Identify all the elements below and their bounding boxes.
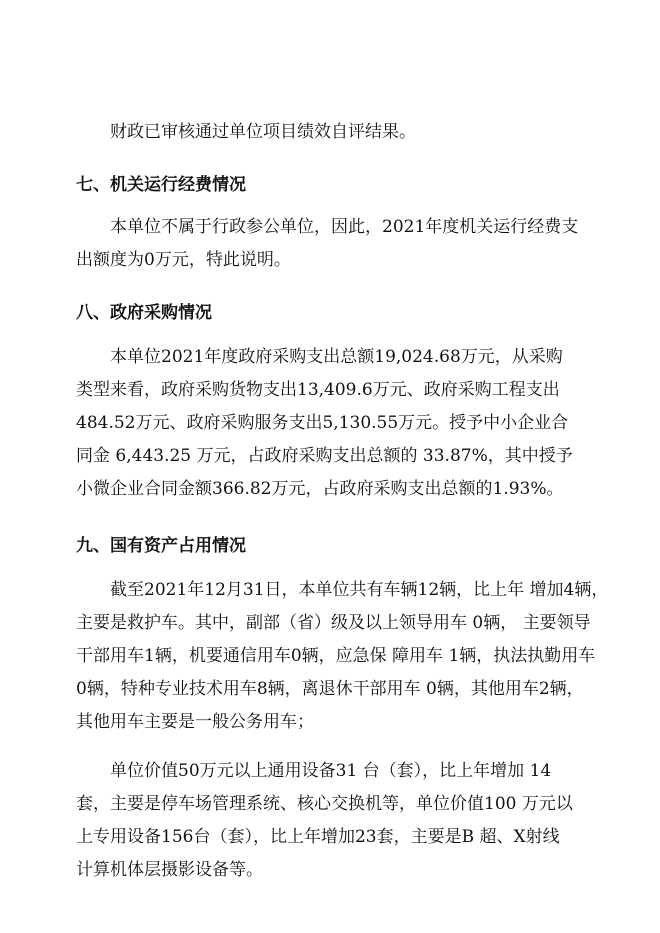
section-7-line-2: 出额度为0万元，特此说明。 [76, 250, 291, 270]
section-7-heading: 七、机关运行经费情况 [76, 175, 246, 195]
section-7-paragraph [76, 211, 586, 277]
section-8-paragraph [76, 341, 586, 506]
section-9-vehicles-line-4: 0辆，特种专业技术用车8辆，离退休干部用车 0辆，其他用车2辆， [76, 679, 584, 699]
section-9-equipment-line-4: 计算机体层摄影设备等。 [76, 860, 263, 880]
section-9-equipment-line-2: 套，主要是停车场管理系统、核心交换机等，单位价值100 万元以 [76, 794, 573, 814]
section-9-vehicles-line-2: 主要是救护车。其中，副部（省）级及以上领导用车 0辆， 主要领导 [76, 613, 591, 633]
section-8-line-4: 同金 6,443.25 万元，占政府采购支出总额的 33.87%，其中授予 [76, 446, 573, 466]
section-7-line-1: 本单位不属于行政参公单位，因此，2021年度机关运行经费支 [110, 217, 579, 237]
section-8-line-2: 类型来看，政府采购货物支出13,409.6万元、政府采购工程支出 [76, 380, 560, 400]
section-8-heading: 八、政府采购情况 [76, 303, 212, 323]
section-9-equipment-line-3: 上专用设备156台（套），比上年增加23套，主要是B 超、X射线 [76, 827, 560, 847]
section-8-line-5: 小微企业合同金额366.82万元，占政府采购支出总额的1.93%。 [76, 479, 564, 499]
section-9-vehicles-line-1: 截至2021年12月31日，本单位共有车辆12辆，比上年 增加4辆， [110, 580, 609, 600]
section-8-line-1: 本单位2021年度政府采购支出总额19,024.68万元，从采购 [110, 347, 563, 367]
section-9-equipment-paragraph [76, 755, 586, 887]
intro-line: 财政已审核通过单位项目绩效自评结果。 [110, 122, 416, 142]
intro-paragraph [76, 116, 586, 149]
section-9-vehicles-line-3: 干部用车1辆，机要通信用车0辆，应急保 障用车 1辆，执法执勤用车 [76, 646, 596, 666]
section-9-vehicles-line-5: 其他用车主要是一般公务用车； [76, 712, 314, 732]
section-9-equipment-line-1: 单位价值50万元以上通用设备31 台（套），比上年增加 14 [110, 761, 552, 781]
section-9-vehicles-paragraph [76, 574, 609, 739]
section-8-line-3: 484.52万元、政府采购服务支出5,130.55万元。授予中小企业合 [76, 413, 569, 433]
section-9-heading: 九、国有资产占用情况 [76, 536, 246, 556]
